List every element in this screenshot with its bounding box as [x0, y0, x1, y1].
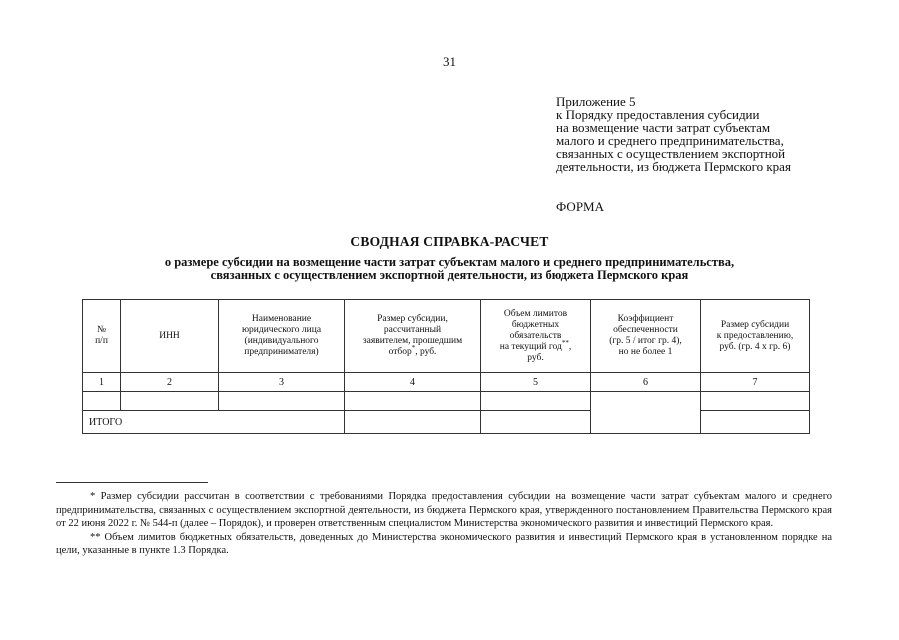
- footnote-marker: **: [561, 338, 569, 347]
- header-cell: Наименование юридического лица (индивидуального предпринимателя): [219, 300, 345, 373]
- column-number-row: [83, 373, 810, 392]
- appendix-block: [556, 95, 886, 173]
- total-row: [83, 411, 810, 434]
- document-subtitle: [0, 256, 899, 282]
- footnote-1: * Размер субсидии рассчитан в соответствии с требованиями Порядка предоставления субсидии на возмещение части затрат субъектам малого и среднего предпринимательства, связанных с осуществлением экспортной деятельности, из бюджета Пермского края, утвержденного постановлением Правительства Пермского края от 22 июня 2022 г. № 544-п (далее – Порядок), и проверен ответственным специалистом Министерства экономического развития и инвестиций Пермского края.: [56, 491, 832, 529]
- column-number: 5: [481, 373, 591, 392]
- calculation-table: [82, 299, 810, 434]
- appendix-line: деятельности, из бюджета Пермского края: [556, 159, 791, 174]
- table-row: [83, 392, 810, 411]
- table-cell: [591, 392, 701, 434]
- footnote-2: ** Объем лимитов бюджетных обязательств, доведенных до Министерства экономического развития и инвестиций Пермского края в установленном порядке на цели, указанные в пункте 1.3 Порядка.: [56, 531, 832, 556]
- header-cell: ИНН: [121, 300, 219, 373]
- table-cell: [121, 392, 219, 411]
- header-cell: № п/п: [83, 300, 121, 373]
- column-number: 4: [345, 373, 481, 392]
- header-cell: Объем лимитов бюджетных обязательств на текущий год**, руб.: [481, 300, 591, 373]
- column-number: 6: [591, 373, 701, 392]
- footnote-marker: *: [411, 343, 416, 352]
- appendix-line: связанных с осуществлением экспортной: [556, 146, 786, 161]
- column-number: 2: [121, 373, 219, 392]
- footnote-divider: [56, 482, 208, 483]
- subtitle-line: о размере субсидии на возмещение части затрат субъектам малого и среднего предпринимательства,: [164, 255, 735, 269]
- form-label: ФОРМА: [556, 199, 604, 214]
- page-number: 31: [443, 54, 456, 69]
- header-cell: Коэффициент обеспеченности (гр. 5 / итог гр. 4), но не более 1: [591, 300, 701, 373]
- total-label: ИТОГО: [83, 411, 345, 434]
- table-cell: [345, 392, 481, 411]
- column-number: 7: [701, 373, 810, 392]
- column-number: 1: [83, 373, 121, 392]
- table-header-row: [83, 300, 810, 373]
- appendix-line: Приложение 5: [556, 94, 636, 109]
- table-cell: [701, 392, 810, 411]
- table-cell: [219, 392, 345, 411]
- column-number: 3: [219, 373, 345, 392]
- header-cell: Размер субсидии, рассчитанный заявителем, прошедшим отбор*, руб.: [345, 300, 481, 373]
- appendix-line: к Порядку предоставления субсидии: [556, 107, 760, 122]
- header-cell: Размер субсидии к предоставлению, руб. (гр. 4 х гр. 6): [701, 300, 810, 373]
- footnotes: [56, 490, 832, 558]
- total-cell: [481, 411, 591, 434]
- total-cell: [701, 411, 810, 434]
- subtitle-line: связанных с осуществлением экспортной деятельности, из бюджета Пермского края: [210, 268, 689, 282]
- table-cell: [481, 392, 591, 411]
- table-cell: [83, 392, 121, 411]
- appendix-line: на возмещение части затрат субъектам: [556, 120, 771, 135]
- appendix-line: малого и среднего предпринимательства,: [556, 133, 784, 148]
- total-cell: [345, 411, 481, 434]
- document-title: СВОДНАЯ СПРАВКА-РАСЧЕТ: [350, 234, 549, 249]
